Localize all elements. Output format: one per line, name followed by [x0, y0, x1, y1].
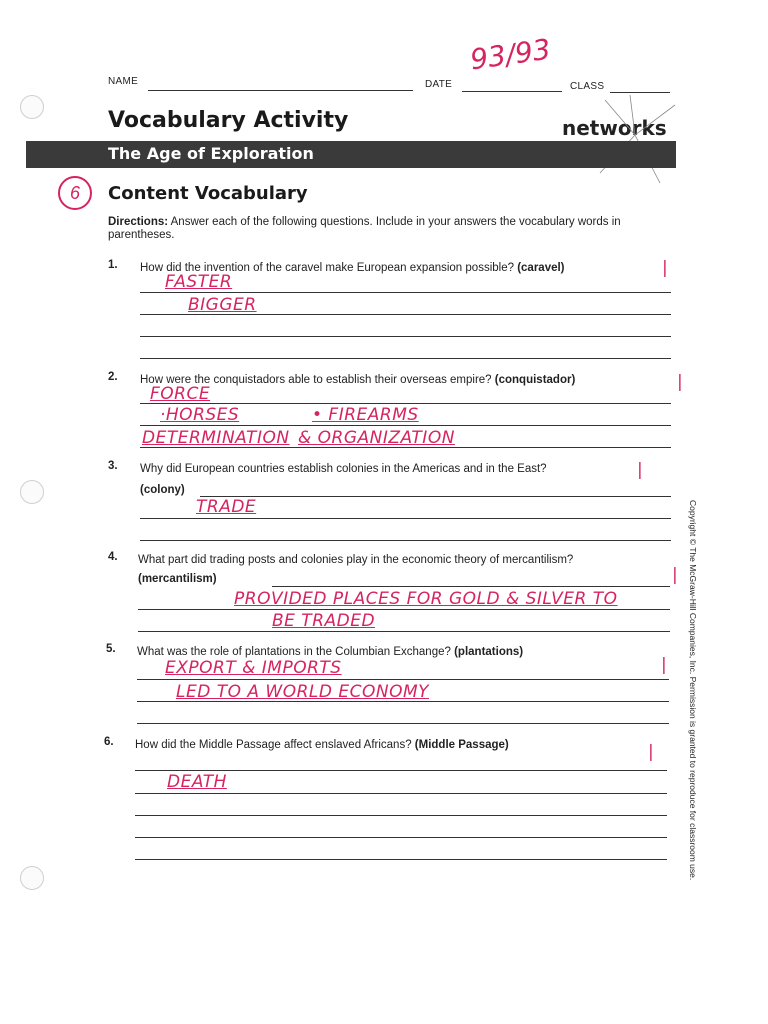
- section-title: Content Vocabulary: [108, 183, 308, 204]
- directions-text: Answer each of the following questions. Include in your answers the vocabulary words in parentheses.: [108, 216, 621, 241]
- q4-answer-2: BE TRADED: [272, 611, 376, 631]
- q3-line-2[interactable]: [140, 518, 671, 519]
- q2-line-3[interactable]: [140, 447, 671, 448]
- name-line[interactable]: [148, 90, 413, 91]
- q2-answer-3: • FIREARMS: [312, 405, 419, 425]
- q2-answer-2: ·HORSES: [160, 405, 240, 425]
- q1-answer-2: BIGGER: [188, 295, 257, 315]
- brand-logo: networks: [562, 116, 667, 140]
- section-number-circle: [58, 176, 92, 210]
- q6-line-5[interactable]: [135, 859, 667, 860]
- q1-text: How did the invention of the caravel make European expansion possible? (caravel): [140, 262, 565, 274]
- directions-label: Directions:: [108, 216, 169, 228]
- q6-text: How did the Middle Passage affect enslaved Africans? (Middle Passage): [135, 739, 509, 751]
- q1-line-2[interactable]: [140, 314, 671, 315]
- q3-answer-1: TRADE: [196, 497, 257, 517]
- q3-line-3[interactable]: [140, 540, 671, 541]
- q6-line-1[interactable]: [135, 770, 667, 771]
- punch-hole-top: [20, 95, 44, 119]
- q3-line-1[interactable]: [200, 496, 671, 497]
- q5-line-2[interactable]: [137, 701, 669, 702]
- copyright-notice: Copyright © The McGraw-Hill Companies, Inc. Permission is granted to reproduce for classroom use.: [688, 500, 698, 881]
- q1-line-3[interactable]: [140, 336, 671, 337]
- q2-text: How were the conquistadors able to establish their overseas empire? (conquistador): [140, 374, 576, 386]
- q5-line-1[interactable]: [137, 679, 669, 680]
- score-handwritten: 93/93: [468, 32, 553, 77]
- q3-term: (colony): [140, 484, 185, 496]
- q4-term: (mercantilism): [138, 573, 217, 585]
- q5-check-mark: |: [661, 655, 667, 675]
- q4-line-2[interactable]: [138, 609, 670, 610]
- banner: [26, 141, 676, 168]
- q6-line-4[interactable]: [135, 837, 667, 838]
- q1-number: 1.: [108, 259, 118, 271]
- name-label: NAME: [108, 76, 139, 87]
- brand-starburst-icon: [585, 95, 685, 185]
- banner-title: The Age of Exploration: [108, 144, 314, 163]
- q2-number: 2.: [108, 371, 118, 383]
- q3-text: Why did European countries establish colonies in the Americas and in the East?: [140, 463, 547, 475]
- punch-hole-middle: [20, 480, 44, 504]
- q1-line-1[interactable]: [140, 292, 671, 293]
- q2-answer-1: FORCE: [150, 384, 211, 404]
- q2-line-2[interactable]: [140, 425, 671, 426]
- q4-line-3[interactable]: [138, 631, 670, 632]
- q6-answer-1: DEATH: [167, 772, 227, 792]
- q6-check-mark: |: [648, 742, 654, 762]
- q1-check-mark: |: [662, 258, 668, 278]
- q4-line-1[interactable]: [272, 586, 670, 587]
- q6-line-2[interactable]: [135, 793, 667, 794]
- q2-line-1[interactable]: [140, 403, 671, 404]
- punch-hole-bottom: [20, 866, 44, 890]
- q5-answer-1: EXPORT & IMPORTS: [165, 658, 342, 678]
- q2-answer-5: & ORGANIZATION: [298, 428, 455, 448]
- q1-answer-1: FASTER: [165, 272, 233, 292]
- page-title: Vocabulary Activity: [108, 108, 349, 133]
- q5-text: What was the role of plantations in the Columbian Exchange? (plantations): [137, 646, 524, 658]
- q5-answer-2: LED TO A WORLD ECONOMY: [176, 682, 430, 702]
- q6-line-3[interactable]: [135, 815, 667, 816]
- q4-text: What part did trading posts and colonies play in the economic theory of mercantilism?: [138, 554, 574, 566]
- date-line[interactable]: [462, 91, 562, 92]
- section-number: 6: [69, 183, 80, 203]
- q4-check-mark: |: [672, 565, 678, 585]
- q4-number: 4.: [108, 551, 118, 563]
- q1-line-4[interactable]: [140, 358, 671, 359]
- q3-check-mark: |: [637, 460, 643, 480]
- directions: [108, 216, 678, 242]
- class-label: CLASS: [570, 81, 605, 92]
- q2-check-mark: |: [677, 372, 683, 392]
- q5-line-3[interactable]: [137, 723, 669, 724]
- q2-answer-4: DETERMINATION: [142, 428, 290, 448]
- date-label: DATE: [425, 79, 453, 90]
- q3-number: 3.: [108, 460, 118, 472]
- q4-answer-1: PROVIDED PLACES FOR GOLD & SILVER TO: [234, 589, 618, 609]
- q6-number: 6.: [104, 736, 114, 748]
- class-line[interactable]: [610, 92, 670, 93]
- q5-number: 5.: [106, 643, 116, 655]
